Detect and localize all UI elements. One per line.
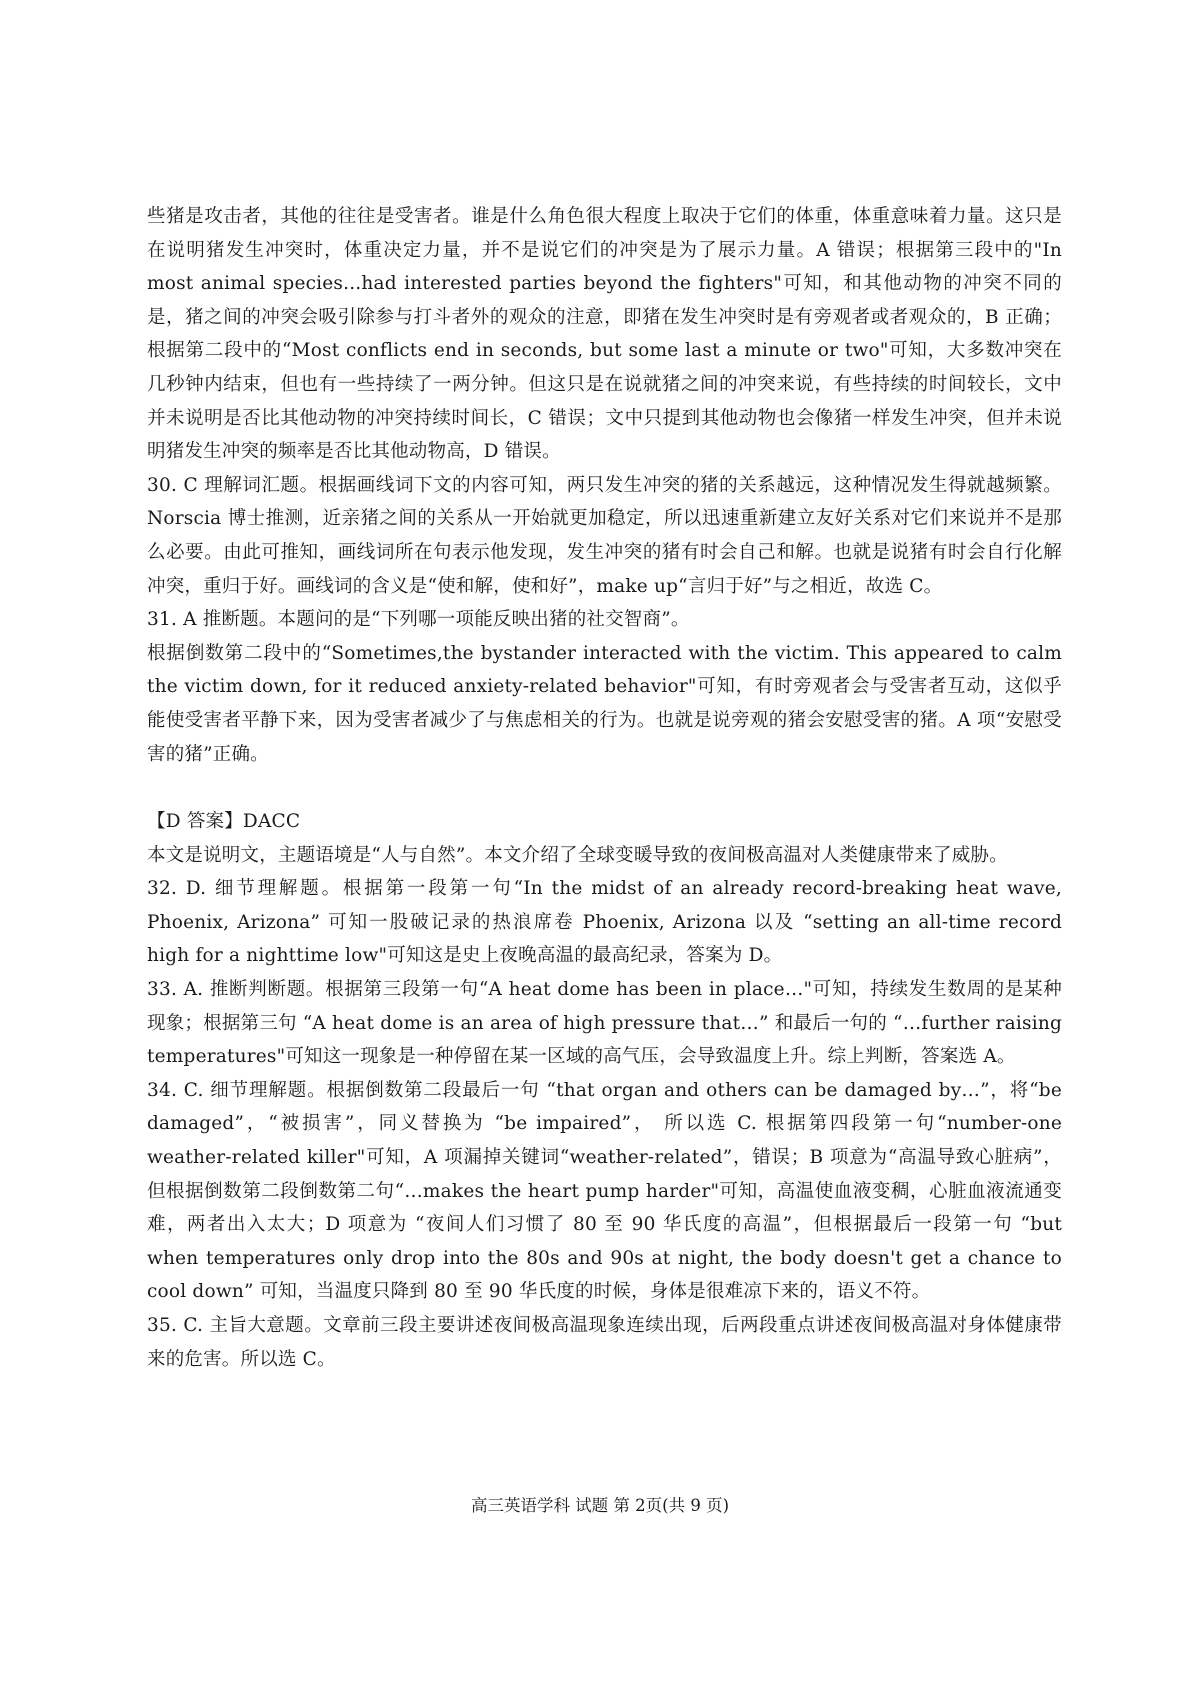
paragraph-q33-analysis: 33. A. 推断判断题。根据第三段第一句“A heat dome has been in place…"可知，持续发生数周的是某种现象；根据第三句 “A heat dome is an area of high pressure that…” 和最后一句的 “…further raising temperatures"可知这一现象是一种停留在某一区域的高气压，会导致温度上升。综上判断，答案选 A。 (147, 979, 1062, 1068)
paragraph-q31-analysis: 根据倒数第二段中的“Sometimes,the bystander interacted with the victim. This appeared to calm the victim down, for it reduced anxiety-related behavior"可知，有时旁观者会与受害者互动，这似乎能使受害者平静下来，因为受害者减少了与焦虑相关的行为。也就是说旁观的猪会安慰受害的猪。A 项“安慰受害的猪”正确。 (147, 642, 1062, 765)
paragraph-q34-analysis: 34. C. 细节理解题。根据倒数第二段最后一句 “that organ and others can be damaged by…”，将“be damaged”，“被损害”，同义替换为 “be impaired”， 所以选 C. 根据第四段第一句“number-one weather-related killer"可知，A 项漏掉关键词“weather-related”，错误；B 项意为“高温导致心脏病”，但根据倒数第二段倒数第二句“…makes the heart pump harder"可知，高温使血液变稠，心脏血液流通变难，两者出入太大；D 项意为 “夜间人们习惯了 80 至 90 华氏度的高温”，但根据最后一段第一句 “but when temperatures only drop into the 80s and 90s at night, the body doesn't get a chance to cool down” 可知，当温度只降到 80 至 90 华氏度的时候，身体是很难凉下来的，语义不符。 (147, 1079, 1062, 1303)
paragraph-q30-analysis: 30. C 理解词汇题。根据画线词下文的内容可知，两只发生冲突的猪的关系越远，这种情况发生得就越频繁。Norscia 博士推测，近亲猪之间的关系从一开始就更加稳定，所以迅速重新建立友好关系对它们来说并不是那么必要。由此可推知，画线词所在句表示他发现，发生冲突的猪有时会自己和解。也就是说猪有时会自行化解冲突，重归于好。画线词的含义是“使和解，使和好”，make up“言归于好”与之相近，故选 C。 (147, 474, 1062, 597)
paragraph-q31-heading: 31. A 推断题。本题问的是“下列哪一项能反映出猪的社交智商”。 (147, 609, 690, 631)
section-d-answer: 【D 答案】DACC (147, 811, 301, 833)
section-gap (147, 771, 1062, 805)
document-body (147, 200, 1062, 1376)
page-footer: 高三英语学科 试题 第 2页(共 9 页) (470, 1496, 730, 1515)
section-d-summary: 本文是说明文，主题语境是“人与自然”。本文介绍了全球变暖导致的夜间极高温对人类健康带来了威胁。 (147, 844, 1008, 866)
paragraph-q35-analysis: 35. C. 主旨大意题。文章前三段主要讲述夜间极高温现象连续出现，后两段重点讲述夜间极高温对身体健康带来的危害。所以选 C。 (147, 1315, 1062, 1370)
paragraph-q32-analysis: 32. D. 细节理解题。根据第一段第一句“In the midst of an already record-breaking heat wave, Phoenix, Arizona” 可知一股破记录的热浪席卷 Phoenix, Arizona 以及 “setting an all-time record high for a nighttime low"可知这是史上夜晚高温的最高纪录，答案为 D。 (147, 878, 1062, 967)
paragraph-q29-analysis: 些猪是攻击者，其他的往往是受害者。谁是什么角色很大程度上取决于它们的体重，体重意味着力量。这只是在说明猪发生冲突时，体重决定力量，并不是说它们的冲突是为了展示力量。A 错误；根据第三段中的"In most animal species...had interested parties beyond the fighters"可知，和其他动物的冲突不同的是，猪之间的冲突会吸引除参与打斗者外的观众的注意，即猪在发生冲突时是有旁观者或者观众的，B 正确；根据第二段中的“Most conflicts end in seconds, but some last a minute or two"可知，大多数冲突在几秒钟内结束，但也有一些持续了一两分钟。但这只是在说就猪之间的冲突来说，有些持续的时间较长，文中并未说明是否比其他动物的冲突持续时间长，C 错误；文中只提到其他动物也会像猪一样发生冲突，但并未说明猪发生冲突的频率是否比其他动物高，D 错误。 (147, 206, 1062, 463)
